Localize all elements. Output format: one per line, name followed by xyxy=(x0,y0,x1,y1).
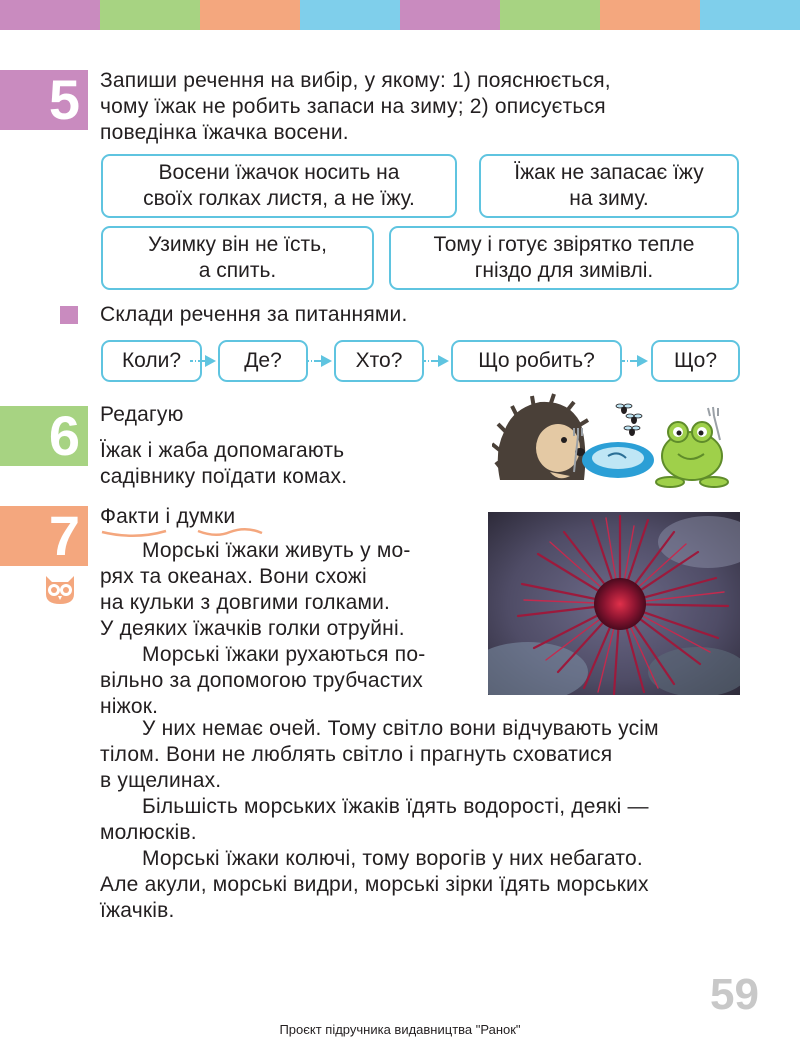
arrow-right-icon xyxy=(423,352,453,370)
text-line: садівнику поїдати комах. xyxy=(100,465,348,488)
stripe-segment xyxy=(600,0,700,30)
text-line: Їжак і жаба допомагають xyxy=(100,439,345,462)
sea-urchin-photo xyxy=(488,512,740,695)
task7-narrow-paragraphs xyxy=(100,538,480,720)
task-number-5: 5 xyxy=(0,70,88,130)
box-text-line: Восени їжачок носить на xyxy=(158,161,400,184)
question-box-who[interactable]: Хто? xyxy=(334,340,424,382)
sentence-box-4[interactable] xyxy=(389,226,739,290)
task6-text xyxy=(100,438,480,490)
text-line: вільно за допомогою трубчастих xyxy=(100,669,423,692)
text-line: на кульки з довгими голками. xyxy=(100,591,391,614)
task5-instruction xyxy=(100,68,740,146)
box-text-line: а спить. xyxy=(198,259,277,282)
stripe-segment xyxy=(200,0,300,30)
task-number-7: 7 xyxy=(0,506,88,566)
sentence-box-1[interactable] xyxy=(101,154,457,218)
sentence-box-3[interactable] xyxy=(101,226,374,290)
text-line: Але акули, морські видри, морські зірки їдять морських xyxy=(100,873,649,896)
question-box-what-does[interactable]: Що робить? xyxy=(451,340,622,382)
box-text-line: Узимку він не їсть, xyxy=(148,233,327,256)
text-line: ніжок. xyxy=(100,695,159,718)
question-box-when[interactable]: Коли? xyxy=(101,340,202,382)
owl-icon xyxy=(42,572,78,606)
arrow-right-icon xyxy=(190,352,220,370)
instruction-line: поведінка їжачка восени. xyxy=(100,121,349,144)
box-text-line: гніздо для зимівлі. xyxy=(474,259,654,282)
text-line: Більшість морських їжаків їдять водорості, деякі — xyxy=(142,795,649,818)
question-box-where[interactable]: Де? xyxy=(218,340,308,382)
text-line: їжачків. xyxy=(100,899,175,922)
stripe-segment xyxy=(400,0,500,30)
text-line: молюсків. xyxy=(100,821,197,844)
box-text-line: своїх голках листя, а не їжу. xyxy=(143,187,415,210)
square-bullet xyxy=(60,306,78,324)
sentence-box-2[interactable] xyxy=(479,154,739,218)
box-text-line: Тому і готує звірятко тепле xyxy=(433,233,695,256)
text-line: в ущелинах. xyxy=(100,769,222,792)
text-line: рях та океанах. Вони схожі xyxy=(100,565,367,588)
stripe-segment xyxy=(100,0,200,30)
text-line: Морські їжаки колючі, тому ворогів у них небагато. xyxy=(142,847,643,870)
arrow-right-icon xyxy=(306,352,336,370)
task-number-6: 6 xyxy=(0,406,88,466)
stripe-segment xyxy=(0,0,100,30)
text-line: тілом. Вони не люблять світло і прагнуть сховатися xyxy=(100,743,613,766)
task5-sub-instruction: Склади речення за питаннями. xyxy=(100,303,408,326)
task7-wide-paragraphs xyxy=(100,716,750,924)
instruction-line: Запиши речення на вибір, у якому: 1) пояснюється, xyxy=(100,69,611,92)
text-line: Морські їжаки рухаються по- xyxy=(142,643,426,666)
footer-publisher: Проєкт підручника видавництва "Ранок" xyxy=(279,1022,521,1037)
hedgehog-frog-eating-illustration xyxy=(492,392,742,490)
text-line: У них немає очей. Тому світло вони відчувають усім xyxy=(142,717,659,740)
question-box-what[interactable]: Що? xyxy=(651,340,740,382)
box-text-line: Їжак не запасає їжу xyxy=(514,161,704,184)
box-text-line: на зиму. xyxy=(569,187,649,210)
title-word-facts: Факти xyxy=(100,505,160,528)
text-line: Морські їжаки живуть у мо- xyxy=(142,539,411,562)
stripe-segment xyxy=(500,0,600,30)
page-number: 59 xyxy=(710,970,759,1019)
text-line: У деяких їжачків голки отруйні. xyxy=(100,617,405,640)
stripe-segment xyxy=(700,0,800,30)
instruction-line: чому їжак не робить запаси на зиму; 2) описується xyxy=(100,95,606,118)
stripe-segment xyxy=(300,0,400,30)
title-word-and: і xyxy=(165,505,171,528)
top-color-stripe xyxy=(0,0,800,30)
arrow-right-icon xyxy=(622,352,652,370)
task6-title: Редагую xyxy=(100,403,184,426)
title-word-opinions: думки xyxy=(176,505,236,528)
